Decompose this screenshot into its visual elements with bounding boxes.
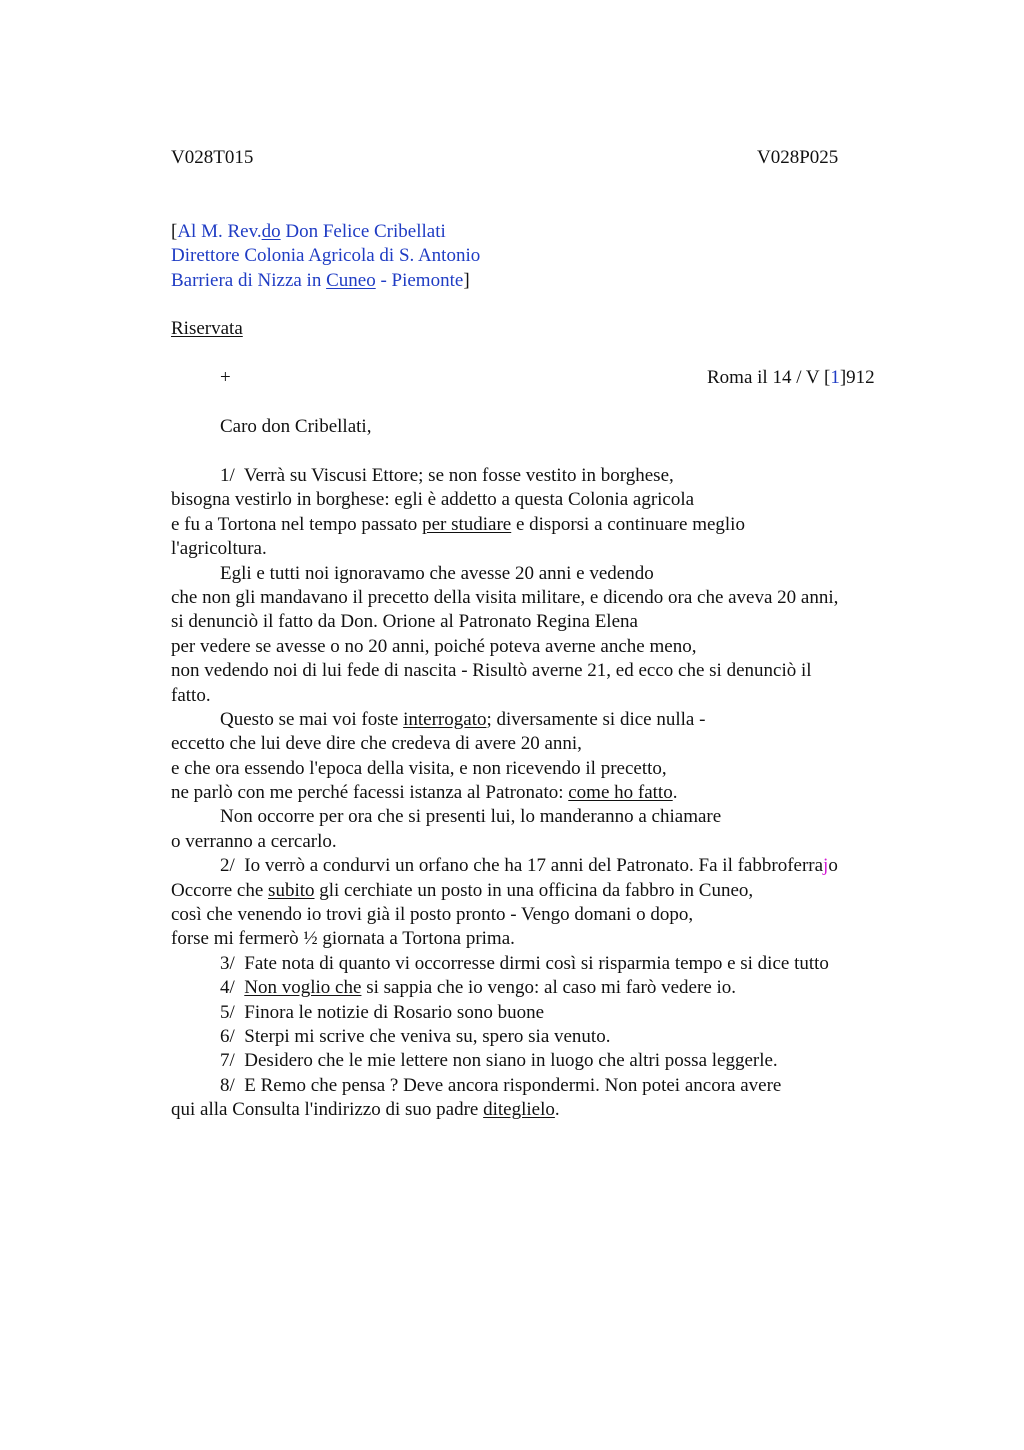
document-code-right: V028P025 [757,147,839,168]
address-bracket-open: [ [171,221,178,242]
paragraph-4-line-1: Non occorre per ora che si presenti lui, lo manderanno a chiamare [220,806,722,828]
paragraph-item-8-line-1: 8/ E Remo che pensa ? Deve ancora rispondermi. Non potei ancora avere [220,1074,782,1096]
paragraph-3-line-2: eccetto che lui deve dire che credeva di avere 20 anni, [171,733,582,755]
date-editorial-digit: 1 [830,367,840,388]
address-bracket-close: ] [463,270,470,291]
address-region: - Piemonte [375,270,464,291]
correction-letter: j [823,855,829,877]
paragraph-2-line-4: per vedere se avesse o no 20 anni, poiché poteva averne anche meno, [171,635,697,657]
paragraph-1-line-4: l'agricoltura. [171,538,267,560]
address-place: Barriera di Nizza in [171,270,327,291]
paragraph-3-line-3: e che ora essendo l'epoca della visita, e non ricevendo il precetto, [171,757,667,779]
cross-mark: + [220,367,231,388]
document-code-left: V028T015 [171,147,254,168]
paragraph-4-line-2: o verranno a cercarlo. [171,830,337,852]
riservata-label: Riservata [171,318,243,339]
address-line-2: Direttore Colonia Agricola di S. Antonio [171,245,481,266]
paragraph-2-line-5: non vedendo noi di lui fede di nascita - Risultò averne 21, ed ecco che si denunciò il [171,660,812,682]
paragraph-item-7: 7/ Desidero che le mie lettere non siano in luogo che altri possa leggerle. [220,1050,778,1072]
paragraph-3-line-4: ne parlò con me perché facessi istanza al Patronato: come ho fatto. [171,782,678,804]
paragraph-2-line-6: fatto. [171,684,211,706]
address-recipient-abbrev: do [261,221,281,242]
paragraph-2-line-3: si denunciò il fatto da Don. Orione al Patronato Regina Elena [171,611,638,633]
date-line: Roma il 14 / V [1]912 [707,367,875,388]
paragraph-2-line-2: che non gli mandavano il precetto della visita militare, e dicendo ora che aveva 20 anni, [171,586,839,608]
address-city: Cuneo [326,270,376,291]
paragraph-5-line-1: 2/ Io verrò a condurvi un orfano che ha 17 anni del Patronato. Fa il fabbroferrajo [220,855,838,877]
letter-body [171,464,911,1123]
paragraph-item-8-line-2: qui alla Consulta l'indirizzo di suo padre diteglielo. [171,1099,560,1121]
paragraph-5-line-3: così che venendo io trovi già il posto pronto - Vengo domani o dopo, [171,904,694,926]
paragraph-item-5: 5/ Finora le notizie di Rosario sono buone [220,1001,545,1023]
paragraph-1-line-2: bisogna vestirlo in borghese: egli è addetto a questa Colonia agricola [171,489,695,511]
paragraph-3-line-1: Questo se mai voi foste interrogato; diversamente si dice nulla - [220,708,706,730]
paragraph-5-line-2: Occorre che subito gli cerchiate un posto in una officina da fabbro in Cuneo, [171,879,754,901]
salutation: Caro don Cribellati, [220,416,372,437]
paragraph-item-6: 6/ Sterpi mi scrive che veniva su, spero sia venuto. [220,1025,611,1047]
paragraph-1-line-1: 1/ Verrà su Viscusi Ettore; se non fosse vestito in borghese, [220,465,674,486]
paragraph-item-3: 3/ Fate nota di quanto vi occorresse dirmi così si risparmia tempo e si dice tutto [220,952,829,974]
address-line-1 [171,220,446,244]
address-recipient-name: Don Felice Cribellati [280,221,446,242]
paragraph-5-line-4: forse mi fermerò ½ giornata a Tortona prima. [171,928,515,950]
address-line-3 [171,269,470,293]
paragraph-item-4: 4/ Non voglio che si sappia che io vengo: al caso mi farò vedere io. [220,977,737,999]
paragraph-1-line-3: e fu a Tortona nel tempo passato per studiare e disporsi a continuare meglio [171,513,745,535]
paragraph-2-line-1: Egli e tutti noi ignoravamo che avesse 20 anni e vedendo [220,562,654,584]
address-recipient-title: Al M. Rev. [177,221,262,242]
